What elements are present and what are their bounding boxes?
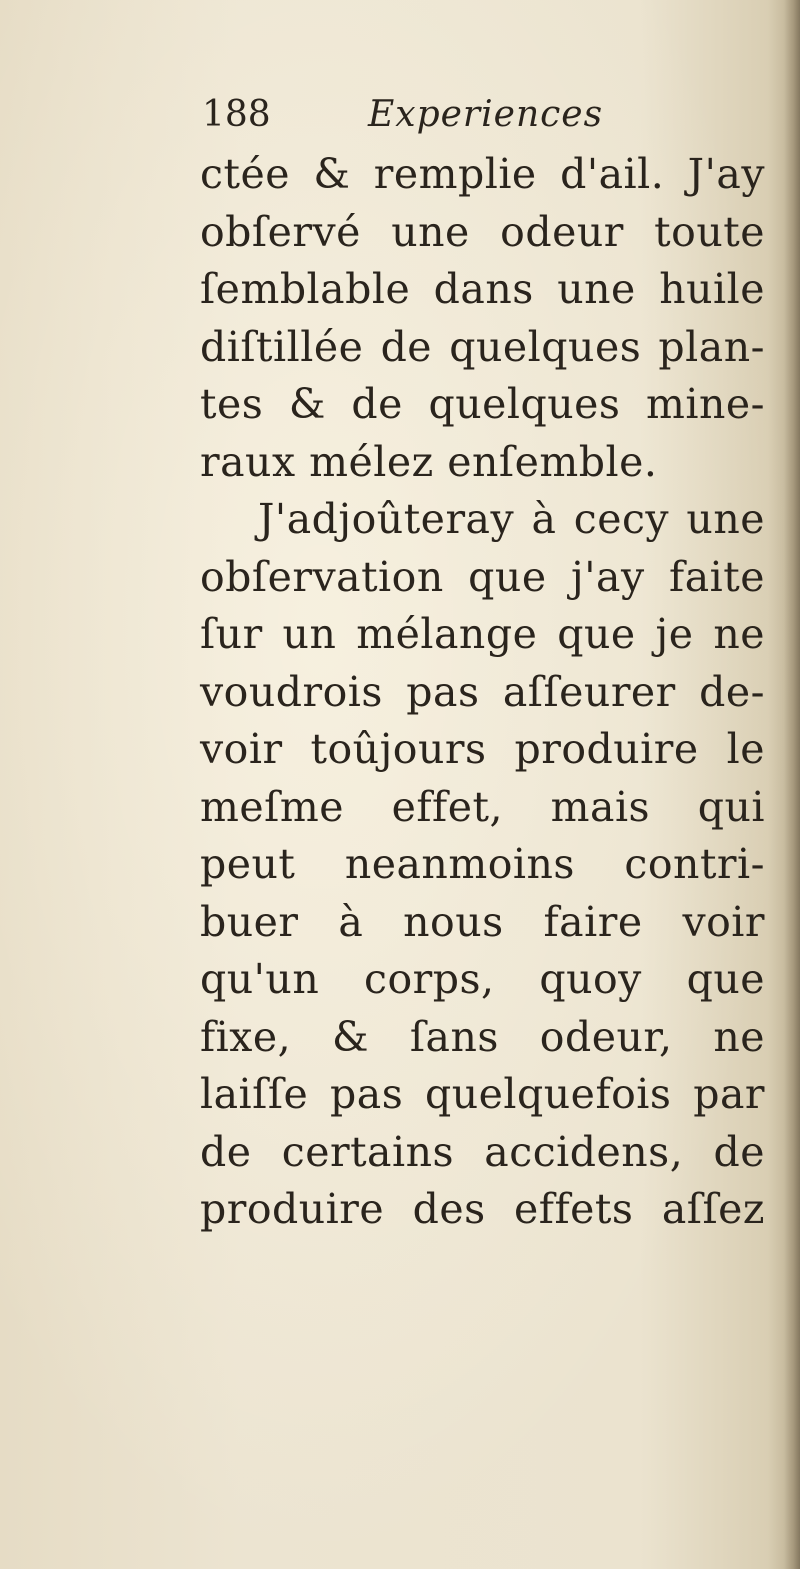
paragraph-start-line: J'adjoûteray à cecy une [258, 495, 765, 543]
text-line: ſemblable dans une huile [200, 265, 765, 313]
text-line: obſervé une odeur toute [200, 207, 765, 256]
text-line: laiſſe pas quelquefois par [200, 1070, 765, 1118]
page-number: 188 [202, 94, 271, 135]
text-line: ſur un mélange que je ne [200, 610, 765, 658]
text-line: buer à nous faire voir [200, 897, 765, 946]
body-text [200, 146, 765, 1239]
text-line: qu'un corps, quoy que [200, 955, 765, 1003]
running-head [202, 90, 762, 140]
text-line: diſtillée de quelques plan- [200, 322, 765, 371]
text-line: fixe, & ſans odeur, ne [200, 1012, 765, 1061]
paragraph-end-line: raux mélez enſemble. [200, 437, 658, 486]
text-line: tes & de quelques mine- [200, 380, 765, 428]
text-line: meſme effet, mais qui [200, 782, 765, 831]
running-head-title: Experiences [368, 94, 604, 135]
text-line: de certains accidens, de [200, 1127, 765, 1176]
page-gutter-shadow [784, 0, 800, 1569]
text-line: voudrois pas aſſeurer de- [200, 667, 765, 716]
text-line: voir toûjours produire le [200, 725, 765, 773]
text-line: obſervation que j'ay faite [200, 552, 765, 601]
text-line: produire des effets aſſez [200, 1185, 765, 1233]
text-line: ctée & remplie d'ail. J'ay [200, 150, 765, 198]
text-line: peut neanmoins contri- [200, 840, 765, 888]
